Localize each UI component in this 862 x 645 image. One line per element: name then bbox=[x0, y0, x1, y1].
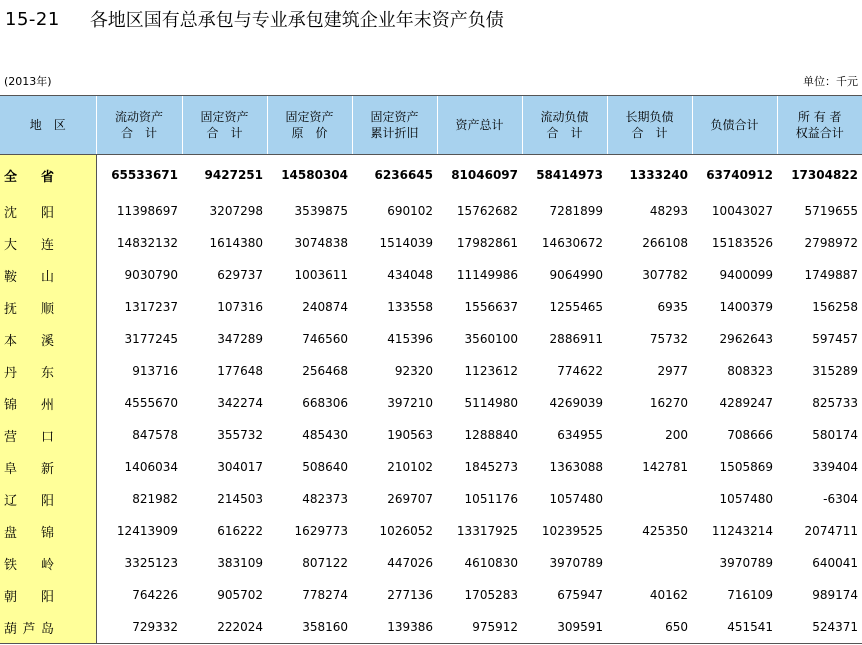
value-cell: 17304822 bbox=[791, 168, 858, 182]
value-cell: 210102 bbox=[387, 460, 433, 474]
column-header-line2: 合 计 bbox=[120, 126, 157, 140]
value-cell: 425350 bbox=[642, 524, 688, 538]
value-cell: 975912 bbox=[437, 611, 522, 644]
column-header-line1: 所 有 者 bbox=[797, 110, 842, 124]
column-header-line1: 地 区 bbox=[29, 118, 66, 132]
region-name bbox=[4, 202, 54, 221]
value-cell: 634955 bbox=[557, 428, 603, 442]
region-name bbox=[4, 490, 54, 509]
value-cell: 3539875 bbox=[294, 204, 348, 218]
region-char: 连 bbox=[40, 237, 54, 253]
column-header-line2: 合 计 bbox=[631, 126, 668, 140]
value-cell: 650 bbox=[607, 611, 692, 644]
table-row bbox=[0, 259, 862, 291]
table-row bbox=[0, 419, 862, 451]
value-cell: 640041 bbox=[812, 556, 858, 570]
column-header bbox=[692, 96, 777, 155]
region-name bbox=[4, 458, 54, 477]
column-header bbox=[96, 96, 182, 155]
value-cell bbox=[607, 547, 692, 579]
value-cell: 2962643 bbox=[719, 332, 773, 346]
value-cell: 214503 bbox=[217, 492, 263, 506]
value-cell: 1333240 bbox=[629, 168, 688, 182]
value-cell: 675947 bbox=[557, 588, 603, 602]
value-cell: 107316 bbox=[217, 300, 263, 314]
value-cell: 825733 bbox=[812, 396, 858, 410]
region-char: 抚 bbox=[4, 301, 18, 317]
region-char: 省 bbox=[40, 169, 54, 185]
value-cell: 222024 bbox=[182, 611, 267, 644]
value-cell: 16270 bbox=[649, 396, 688, 410]
value-cell: 905702 bbox=[217, 588, 263, 602]
column-header bbox=[0, 96, 96, 155]
region-char: 阳 bbox=[40, 205, 54, 221]
region-cell bbox=[0, 323, 96, 355]
value-cell: 397210 bbox=[387, 396, 433, 410]
region-cell bbox=[0, 227, 96, 259]
value-cell: 3970789 bbox=[549, 556, 603, 570]
value-cell: 1406034 bbox=[124, 460, 178, 474]
value-cell: 339404 bbox=[812, 460, 858, 474]
value-cell: 485430 bbox=[302, 428, 348, 442]
region-cell bbox=[0, 195, 96, 227]
value-cell: 240874 bbox=[302, 300, 348, 314]
value-cell: 81046097 bbox=[451, 168, 518, 182]
region-cell bbox=[0, 515, 96, 547]
region-cell bbox=[0, 291, 96, 323]
column-header bbox=[522, 96, 607, 155]
value-cell: 1057480 bbox=[549, 492, 603, 506]
value-cell: 1400379 bbox=[719, 300, 773, 314]
value-cell: 4610830 bbox=[464, 556, 518, 570]
value-cell: 309591 bbox=[522, 611, 607, 644]
value-cell: 4289247 bbox=[719, 396, 773, 410]
value-cell: 482373 bbox=[302, 492, 348, 506]
region-char: 锦 bbox=[40, 525, 54, 541]
table-title: 各地区国有总承包与专业承包建筑企业年末资产负债 bbox=[89, 10, 504, 31]
column-header-line1: 流动资产 bbox=[114, 110, 163, 124]
table-row bbox=[0, 291, 862, 323]
column-header bbox=[182, 96, 267, 155]
value-cell: 1026052 bbox=[379, 524, 433, 538]
value-cell: 3177245 bbox=[124, 332, 178, 346]
column-header bbox=[437, 96, 522, 155]
value-cell: 5114980 bbox=[464, 396, 518, 410]
table-row bbox=[0, 355, 862, 387]
column-header-line1: 固定资产 bbox=[200, 110, 249, 124]
value-cell: 269707 bbox=[387, 492, 433, 506]
region-name bbox=[4, 166, 54, 185]
region-cell bbox=[0, 419, 96, 451]
value-cell: 1317237 bbox=[124, 300, 178, 314]
value-cell: 690102 bbox=[387, 204, 433, 218]
value-cell: 1505869 bbox=[719, 460, 773, 474]
value-cell: 764226 bbox=[132, 588, 178, 602]
region-char: 沈 bbox=[4, 205, 18, 221]
region-cell bbox=[0, 611, 96, 644]
value-cell: 14630672 bbox=[541, 236, 603, 250]
region-name bbox=[4, 426, 54, 445]
value-cell: 266108 bbox=[642, 236, 688, 250]
value-cell: 1057480 bbox=[719, 492, 773, 506]
value-cell: 1123612 bbox=[464, 364, 518, 378]
value-cell: 48293 bbox=[649, 204, 688, 218]
value-cell: 708666 bbox=[727, 428, 773, 442]
value-cell: 277136 bbox=[387, 588, 433, 602]
region-cell bbox=[0, 259, 96, 291]
region-char: 本 bbox=[4, 333, 18, 349]
table-row bbox=[0, 579, 862, 611]
value-cell: 9030790 bbox=[124, 268, 178, 282]
column-header-line1: 长期负债 bbox=[625, 110, 674, 124]
value-cell: 6236645 bbox=[374, 168, 433, 182]
value-cell: 14580304 bbox=[281, 168, 348, 182]
region-name bbox=[4, 394, 54, 413]
value-cell: 616222 bbox=[217, 524, 263, 538]
total-row bbox=[0, 155, 862, 196]
table-row bbox=[0, 547, 862, 579]
value-cell: 4555670 bbox=[124, 396, 178, 410]
region-name bbox=[4, 330, 54, 349]
value-cell: 989174 bbox=[812, 588, 858, 602]
region-cell bbox=[0, 547, 96, 579]
region-char: 锦 bbox=[4, 397, 18, 413]
region-char: 盘 bbox=[4, 525, 18, 541]
value-cell: -6304 bbox=[823, 492, 858, 506]
region-cell bbox=[0, 155, 96, 196]
value-cell: 1629773 bbox=[294, 524, 348, 538]
value-cell: 11243214 bbox=[711, 524, 773, 538]
value-cell: 92320 bbox=[394, 364, 433, 378]
page-title bbox=[5, 4, 504, 34]
value-cell: 15183526 bbox=[711, 236, 773, 250]
value-cell: 913716 bbox=[132, 364, 178, 378]
region-char: 营 bbox=[4, 429, 18, 445]
value-cell: 3325123 bbox=[124, 556, 178, 570]
column-header-line1: 固定资产 bbox=[370, 110, 419, 124]
region-char: 溪 bbox=[40, 333, 54, 349]
value-cell: 9400099 bbox=[719, 268, 773, 282]
value-cell: 2886911 bbox=[549, 332, 603, 346]
table-row bbox=[0, 387, 862, 419]
value-cell: 342274 bbox=[217, 396, 263, 410]
column-header-line2: 权益合计 bbox=[795, 126, 844, 140]
value-cell: 821982 bbox=[132, 492, 178, 506]
value-cell: 75732 bbox=[649, 332, 688, 346]
value-cell: 63740912 bbox=[706, 168, 773, 182]
value-cell: 65533671 bbox=[111, 168, 178, 182]
value-cell: 9064990 bbox=[549, 268, 603, 282]
value-cell: 58414973 bbox=[536, 168, 603, 182]
value-cell: 1845273 bbox=[464, 460, 518, 474]
region-name bbox=[4, 522, 54, 541]
value-cell: 133558 bbox=[387, 300, 433, 314]
year-label: (2013年) bbox=[4, 75, 52, 88]
value-cell: 3560100 bbox=[464, 332, 518, 346]
column-header-line2: 合 计 bbox=[206, 126, 243, 140]
unit-label: 单位：千元 bbox=[803, 75, 858, 88]
value-cell: 1003611 bbox=[294, 268, 348, 282]
region-cell bbox=[0, 451, 96, 483]
region-name bbox=[4, 298, 54, 317]
column-header bbox=[267, 96, 352, 155]
table-number: 15-21 bbox=[5, 8, 60, 30]
value-cell: 142781 bbox=[642, 460, 688, 474]
table-row bbox=[0, 483, 862, 515]
region-char: 丹 bbox=[4, 365, 18, 381]
value-cell: 3207298 bbox=[209, 204, 263, 218]
value-cell: 15762682 bbox=[456, 204, 518, 218]
value-cell: 355732 bbox=[217, 428, 263, 442]
column-header-line2: 累计折旧 bbox=[370, 126, 419, 140]
value-cell: 11398697 bbox=[116, 204, 178, 218]
region-cell bbox=[0, 483, 96, 515]
region-char: 山 bbox=[40, 269, 54, 285]
value-cell: 2977 bbox=[657, 364, 688, 378]
value-cell: 156258 bbox=[812, 300, 858, 314]
value-cell: 847578 bbox=[132, 428, 178, 442]
region-cell bbox=[0, 387, 96, 419]
value-cell: 6935 bbox=[657, 300, 688, 314]
value-cell: 3970789 bbox=[719, 556, 773, 570]
region-char: 口 bbox=[40, 429, 54, 445]
value-cell: 629737 bbox=[217, 268, 263, 282]
value-cell: 716109 bbox=[727, 588, 773, 602]
region-name bbox=[4, 586, 54, 605]
region-char: 阜 bbox=[4, 461, 18, 477]
region-char: 新 bbox=[40, 461, 54, 477]
value-cell: 1514039 bbox=[379, 236, 433, 250]
value-cell: 17982861 bbox=[456, 236, 518, 250]
value-cell: 597457 bbox=[812, 332, 858, 346]
value-cell: 11149986 bbox=[456, 268, 518, 282]
region-char: 鞍 bbox=[4, 269, 18, 285]
value-cell: 200 bbox=[665, 428, 688, 442]
region-char: 阳 bbox=[40, 493, 54, 509]
region-char: 葫 bbox=[4, 621, 18, 637]
region-char: 大 bbox=[4, 237, 18, 253]
value-cell: 383109 bbox=[217, 556, 263, 570]
value-cell: 1288840 bbox=[464, 428, 518, 442]
value-cell: 508640 bbox=[302, 460, 348, 474]
table-row bbox=[0, 227, 862, 259]
column-header bbox=[607, 96, 692, 155]
value-cell: 1051176 bbox=[464, 492, 518, 506]
column-header-line2: 原 价 bbox=[291, 126, 328, 140]
value-cell: 3074838 bbox=[294, 236, 348, 250]
value-cell: 4269039 bbox=[549, 396, 603, 410]
value-cell: 668306 bbox=[302, 396, 348, 410]
value-cell: 778274 bbox=[302, 588, 348, 602]
value-cell: 13317925 bbox=[456, 524, 518, 538]
region-name bbox=[4, 266, 54, 285]
data-table bbox=[0, 95, 862, 644]
region-char: 州 bbox=[40, 397, 54, 413]
value-cell: 1614380 bbox=[209, 236, 263, 250]
value-cell: 139386 bbox=[352, 611, 437, 644]
value-cell: 256468 bbox=[302, 364, 348, 378]
value-cell bbox=[607, 483, 692, 515]
value-cell: 1255465 bbox=[549, 300, 603, 314]
table-row bbox=[0, 611, 862, 644]
value-cell: 729332 bbox=[96, 611, 182, 644]
value-cell: 2074711 bbox=[804, 524, 858, 538]
value-cell: 14832132 bbox=[116, 236, 178, 250]
region-char: 顺 bbox=[40, 301, 54, 317]
header-row bbox=[0, 96, 862, 155]
region-char: 芦 bbox=[22, 621, 36, 637]
region-char: 岭 bbox=[40, 557, 54, 573]
value-cell: 447026 bbox=[387, 556, 433, 570]
value-cell: 307782 bbox=[642, 268, 688, 282]
value-cell: 1749887 bbox=[804, 268, 858, 282]
region-char: 岛 bbox=[40, 621, 54, 637]
value-cell: 304017 bbox=[217, 460, 263, 474]
value-cell: 10239525 bbox=[541, 524, 603, 538]
region-char: 东 bbox=[40, 365, 54, 381]
value-cell: 746560 bbox=[302, 332, 348, 346]
region-name bbox=[4, 234, 54, 253]
value-cell: 1705283 bbox=[464, 588, 518, 602]
value-cell: 580174 bbox=[812, 428, 858, 442]
region-name bbox=[4, 618, 54, 637]
column-header bbox=[352, 96, 437, 155]
region-cell bbox=[0, 579, 96, 611]
value-cell: 1556637 bbox=[464, 300, 518, 314]
region-char: 铁 bbox=[4, 557, 18, 573]
value-cell: 315289 bbox=[812, 364, 858, 378]
region-name bbox=[4, 554, 54, 573]
value-cell: 451541 bbox=[692, 611, 777, 644]
region-cell bbox=[0, 355, 96, 387]
value-cell: 12413909 bbox=[116, 524, 178, 538]
region-char: 辽 bbox=[4, 493, 18, 509]
column-header bbox=[777, 96, 862, 155]
value-cell: 10043027 bbox=[711, 204, 773, 218]
column-header-line1: 流动负债 bbox=[540, 110, 589, 124]
column-header-line2: 合 计 bbox=[546, 126, 583, 140]
region-name bbox=[4, 362, 54, 381]
column-header-line1: 固定资产 bbox=[285, 110, 334, 124]
value-cell: 358160 bbox=[267, 611, 352, 644]
value-cell: 774622 bbox=[557, 364, 603, 378]
table-row bbox=[0, 515, 862, 547]
value-cell: 2798972 bbox=[804, 236, 858, 250]
value-cell: 9427251 bbox=[204, 168, 263, 182]
table-row bbox=[0, 195, 862, 227]
value-cell: 434048 bbox=[387, 268, 433, 282]
table-row bbox=[0, 323, 862, 355]
table-row bbox=[0, 451, 862, 483]
value-cell: 177648 bbox=[217, 364, 263, 378]
value-cell: 5719655 bbox=[804, 204, 858, 218]
value-cell: 807122 bbox=[302, 556, 348, 570]
column-header-line1: 负债合计 bbox=[710, 118, 759, 132]
value-cell: 524371 bbox=[777, 611, 862, 644]
region-char: 阳 bbox=[40, 589, 54, 605]
value-cell: 1363088 bbox=[549, 460, 603, 474]
value-cell: 808323 bbox=[727, 364, 773, 378]
region-char: 朝 bbox=[4, 589, 18, 605]
region-char: 全 bbox=[4, 169, 18, 185]
value-cell: 7281899 bbox=[549, 204, 603, 218]
value-cell: 190563 bbox=[387, 428, 433, 442]
value-cell: 415396 bbox=[387, 332, 433, 346]
value-cell: 347289 bbox=[217, 332, 263, 346]
value-cell: 40162 bbox=[649, 588, 688, 602]
column-header-line1: 资产总计 bbox=[455, 118, 504, 132]
